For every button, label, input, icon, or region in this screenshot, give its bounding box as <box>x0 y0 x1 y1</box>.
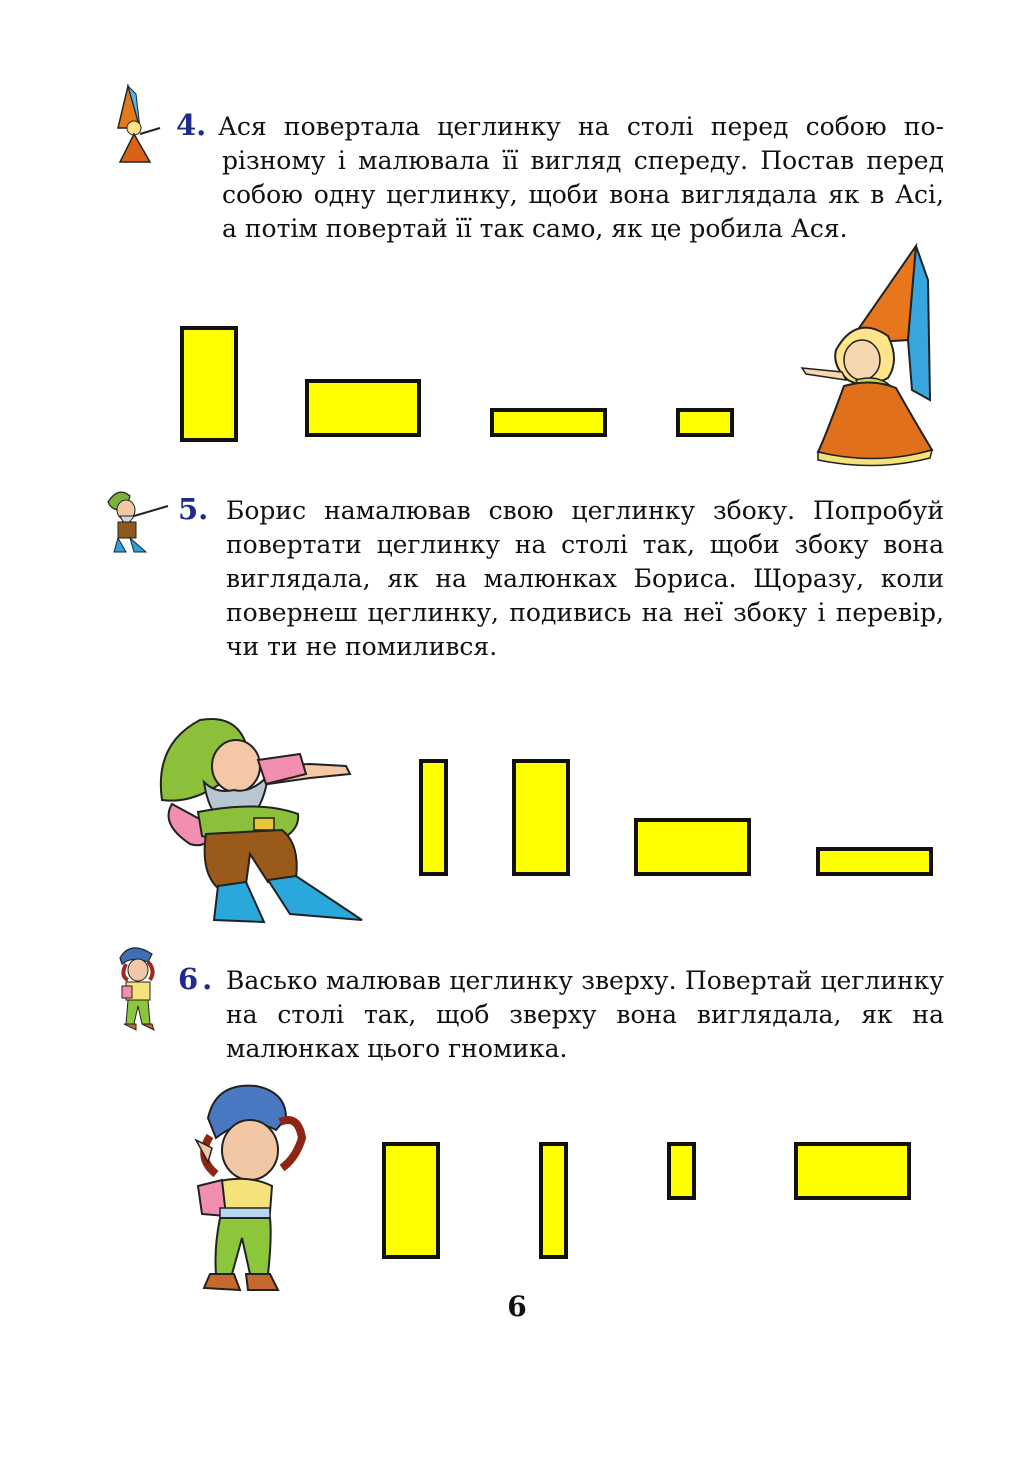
old-gnome-borys-image <box>150 714 366 924</box>
side-view-brick-1 <box>419 759 448 876</box>
top-view-brick-4 <box>794 1142 911 1200</box>
top-view-brick-1 <box>382 1142 440 1259</box>
task-text-4: Ася повертала цеглинку на столі перед собою по-різному і малювала її вигляд спереду. Постав перед собою одну цеглинку, щоби вона виглядала як в Асі, а потім повертай її так само, як це робила Ася. <box>218 112 944 243</box>
task-text-6: Васько малював цеглинку зверху. Повертай цеглинку на столі так, щоб зверху вона виглядала, як на малюнках цього гномика. <box>226 966 944 1063</box>
top-view-brick-3 <box>667 1142 696 1200</box>
top-view-brick-2 <box>539 1142 568 1259</box>
side-view-brick-3 <box>634 818 751 876</box>
page-number: 6 <box>507 1290 527 1323</box>
young-gnome-vasko-image <box>186 1078 312 1298</box>
asia-small-icon <box>106 84 176 164</box>
girl-gnome-asia-image <box>796 240 942 468</box>
task-number-4: 4. <box>176 108 207 142</box>
task-text-5: Борис намалював свою цеглинку збоку. Попробуй повертати цеглинку на столі так, щоби збоку вона виглядала, як на малюнках Бориса. Щоразу, коли повернеш цеглинку, подивись на неї збоку і перевір, чи ти не помилився. <box>226 496 944 661</box>
task-number-6: 6. <box>178 962 217 996</box>
front-view-brick-1 <box>180 326 238 442</box>
task-number-5: 5. <box>178 492 209 526</box>
side-view-brick-4 <box>816 847 933 876</box>
borys-small-icon <box>100 486 176 556</box>
vasko-small-icon <box>112 940 162 1032</box>
front-view-brick-2 <box>305 379 421 437</box>
side-view-brick-2 <box>512 759 570 876</box>
front-view-brick-4 <box>676 408 734 437</box>
front-view-brick-3 <box>490 408 607 437</box>
